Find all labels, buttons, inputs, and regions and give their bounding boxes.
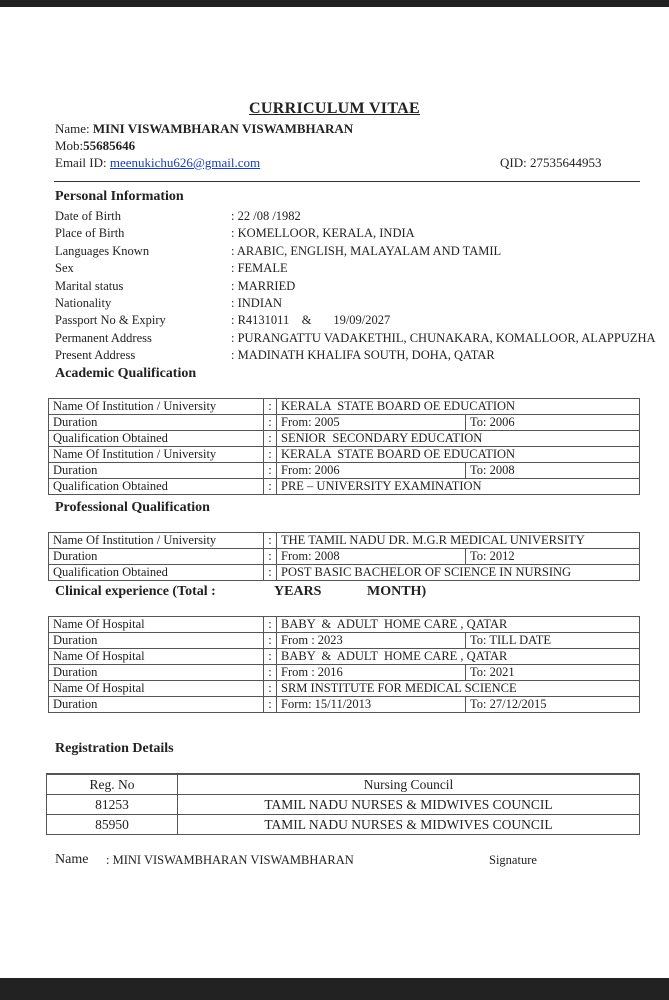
personal-heading: Personal Information (55, 189, 184, 204)
top-dark-bar (0, 0, 669, 7)
row-label: Qualification Obtained (49, 431, 264, 447)
registration-heading: Registration Details (55, 741, 174, 756)
row-value: Form: 15/11/2013 (277, 697, 466, 713)
row-label: Duration (49, 549, 264, 565)
row-to-value: To: 2008 (466, 463, 640, 479)
table-row (49, 463, 640, 479)
row-value: KERALA STATE BOARD OE EDUCATION (277, 447, 640, 463)
row-to-value: To: TILL DATE (466, 633, 640, 649)
clinical-table (48, 616, 640, 713)
row-label: Duration (49, 415, 264, 431)
qid: QID: 27535644953 (500, 155, 602, 170)
table-row (49, 415, 640, 431)
colon-separator: : (264, 565, 277, 581)
colon-separator: : (264, 415, 277, 431)
table-row (49, 533, 640, 549)
personal-info-value: : R4131011 & 19/09/2027 (231, 313, 391, 328)
row-label: Qualification Obtained (49, 479, 264, 495)
row-value: SENIOR SECONDARY EDUCATION (277, 431, 640, 447)
header-divider (54, 181, 640, 182)
row-label: Duration (49, 633, 264, 649)
table-row (49, 479, 640, 495)
personal-info-label: Present Address (55, 348, 136, 363)
personal-info-value: : MARRIED (231, 278, 296, 293)
reg-no-cell: 81253 (47, 795, 178, 815)
row-label: Duration (49, 697, 264, 713)
document-title: CURRICULUM VITAE (249, 100, 420, 117)
row-label: Name Of Hospital (49, 681, 264, 697)
registration-table (46, 773, 640, 835)
colon-separator: : (264, 431, 277, 447)
clinical-month: MONTH) (367, 584, 427, 599)
row-label: Name Of Hospital (49, 649, 264, 665)
colon-separator: : (264, 447, 277, 463)
registration-row (47, 795, 640, 815)
personal-info-value: : ARABIC, ENGLISH, MALAYALAM AND TAMIL (231, 243, 502, 258)
colon-separator: : (264, 633, 277, 649)
table-row (49, 697, 640, 713)
row-to-value: To: 2021 (466, 665, 640, 681)
council-cell: TAMIL NADU NURSES & MIDWIVES COUNCIL (178, 795, 640, 815)
reg-no-cell: 85950 (47, 815, 178, 835)
table-row (49, 665, 640, 681)
row-label: Qualification Obtained (49, 565, 264, 581)
header-email (55, 155, 260, 171)
row-value: BABY & ADULT HOME CARE , QATAR (277, 649, 640, 665)
personal-info-label: Nationality (55, 296, 112, 310)
name-label: Name: (55, 121, 90, 136)
table-row (49, 399, 640, 415)
table-row (49, 549, 640, 565)
council-header: Nursing Council (178, 774, 640, 795)
header-mobile (55, 138, 135, 154)
colon-separator: : (264, 549, 277, 565)
footer-name-label: Name (55, 852, 89, 867)
personal-info-label: Place of Birth (55, 226, 125, 241)
row-value: KERALA STATE BOARD OE EDUCATION (277, 399, 640, 415)
table-row (49, 431, 640, 447)
personal-info-value: : PURANGATTU VADAKETHIL, CHUNAKARA, KOMALLOOR, ALAPPUZHA (231, 330, 656, 345)
row-value: BABY & ADULT HOME CARE , QATAR (277, 617, 640, 633)
academic-heading: Academic Qualification (55, 366, 197, 381)
row-label: Duration (49, 463, 264, 479)
personal-info-label: Date of Birth (55, 209, 121, 223)
mob-value: 55685646 (83, 138, 136, 153)
personal-info-label: Marital status (55, 278, 124, 293)
table-row (49, 681, 640, 697)
table-row (49, 633, 640, 649)
footer-name-value: : MINI VISWAMBHARAN VISWAMBHARAN (106, 853, 354, 867)
registration-header-row (47, 774, 640, 795)
name-value: MINI VISWAMBHARAN VISWAMBHARAN (92, 121, 354, 136)
row-value: From : 2023 (277, 633, 466, 649)
email-link[interactable]: meenukichu626@gmail.com (109, 155, 261, 170)
email-label: Email ID: (55, 155, 107, 170)
row-value: POST BASIC BACHELOR OF SCIENCE IN NURSING (277, 565, 640, 581)
row-value: From: 2005 (277, 415, 466, 431)
signature-label: Signature (489, 853, 537, 867)
row-value: From : 2016 (277, 665, 466, 681)
colon-separator: : (264, 399, 277, 415)
header-name (55, 121, 353, 137)
row-to-value: To: 2006 (466, 415, 640, 431)
table-row (49, 649, 640, 665)
row-label: Duration (49, 665, 264, 681)
row-label: Name Of Hospital (49, 617, 264, 633)
council-cell: TAMIL NADU NURSES & MIDWIVES COUNCIL (178, 815, 640, 835)
colon-separator: : (264, 697, 277, 713)
clinical-years: YEARS (274, 584, 322, 599)
reg-no-header: Reg. No (47, 774, 178, 795)
table-row (49, 617, 640, 633)
colon-separator: : (264, 681, 277, 697)
personal-info-value: : FEMALE (231, 261, 288, 276)
personal-info-value: : MADINATH KHALIFA SOUTH, DOHA, QATAR (231, 348, 495, 363)
row-value: From: 2008 (277, 549, 466, 565)
mob-label: Mob: (55, 138, 84, 153)
row-label: Name Of Institution / University (49, 447, 264, 463)
colon-separator: : (264, 533, 277, 549)
row-label: Name Of Institution / University (49, 533, 264, 549)
personal-info-value: : 22 /08 /1982 (231, 209, 301, 223)
professional-heading: Professional Qualification (55, 500, 210, 515)
colon-separator: : (264, 649, 277, 665)
registration-row (47, 815, 640, 835)
personal-info-label: Passport No & Expiry (55, 313, 166, 328)
personal-info-value: : KOMELLOOR, KERALA, INDIA (231, 226, 415, 241)
row-to-value: To: 2012 (466, 549, 640, 565)
row-label: Name Of Institution / University (49, 399, 264, 415)
row-value: PRE – UNIVERSITY EXAMINATION (277, 479, 640, 495)
personal-info-label: Languages Known (55, 243, 150, 258)
row-value: SRM INSTITUTE FOR MEDICAL SCIENCE (277, 681, 640, 697)
table-row (49, 565, 640, 581)
personal-info-value: : INDIAN (231, 296, 283, 310)
colon-separator: : (264, 479, 277, 495)
row-to-value: To: 27/12/2015 (466, 697, 640, 713)
row-value: THE TAMIL NADU DR. M.G.R MEDICAL UNIVERSITY (277, 533, 640, 549)
colon-separator: : (264, 665, 277, 681)
personal-info-label: Permanent Address (55, 330, 152, 345)
colon-separator: : (264, 617, 277, 633)
table-row (49, 447, 640, 463)
professional-table (48, 532, 640, 581)
bottom-dark-bar (0, 978, 669, 1000)
clinical-heading-label: Clinical experience (Total : (55, 584, 216, 599)
colon-separator: : (264, 463, 277, 479)
academic-table (48, 398, 640, 495)
row-value: From: 2006 (277, 463, 466, 479)
personal-info-label: Sex (55, 261, 74, 276)
